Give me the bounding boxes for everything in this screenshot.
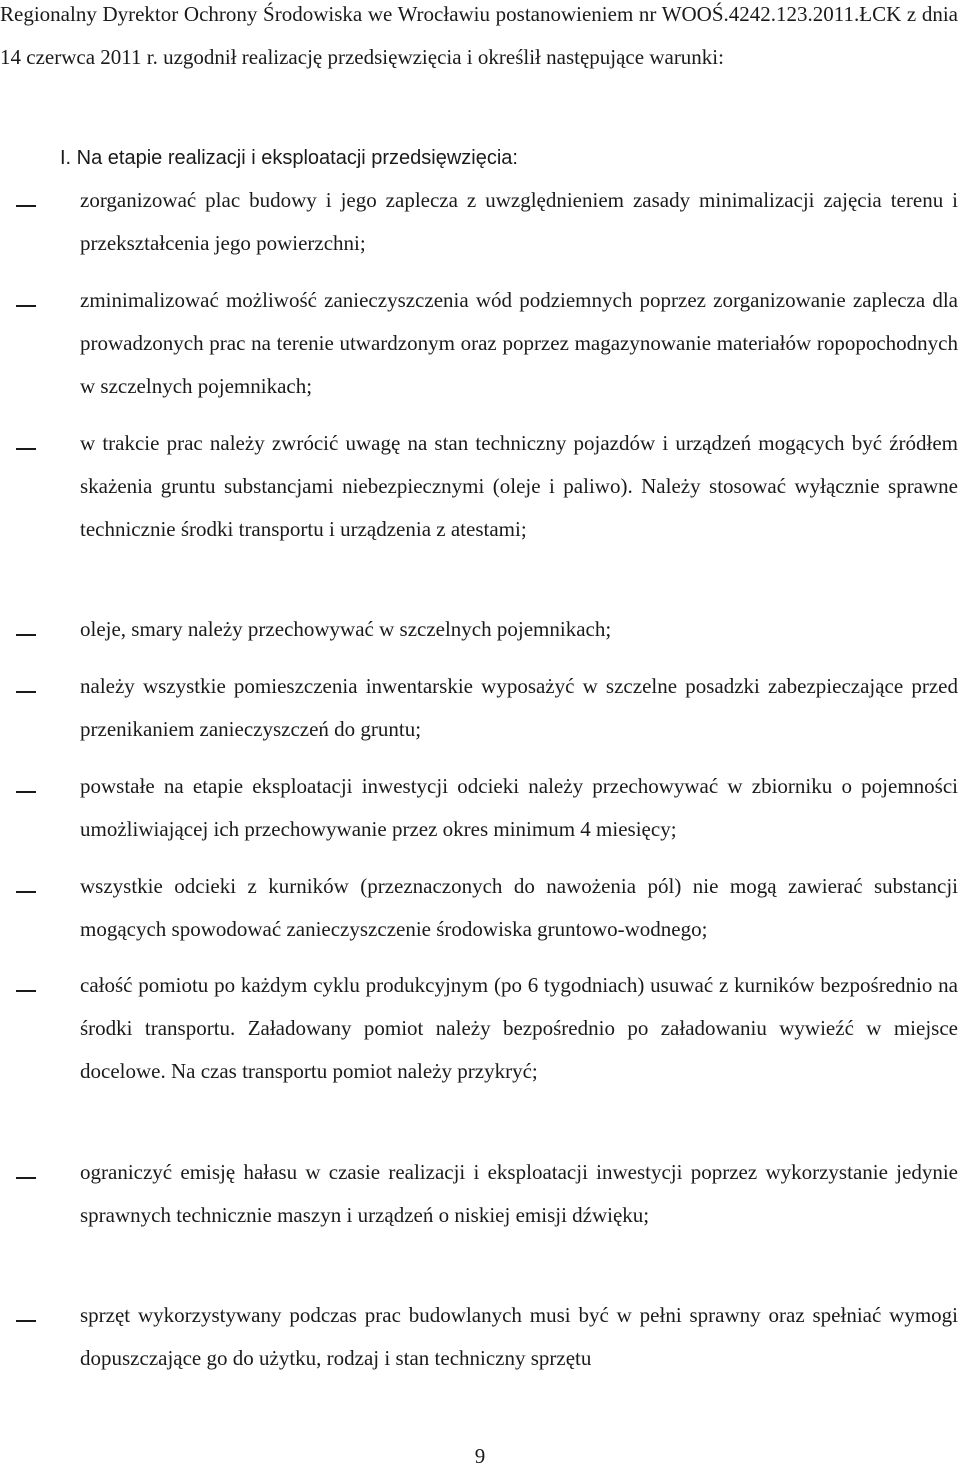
list-item xyxy=(0,279,958,408)
list-item-text: oleje, smary należy przechowywać w szczelnych pojemnikach; xyxy=(80,617,612,641)
dash-bullet-icon xyxy=(16,891,36,893)
list-item-text: całość pomiotu po każdym cyklu produkcyjnym (po 6 tygodniach) usuwać z kurników bezpośrednio na środki transportu. Załadowany pomiot należy bezpośrednio po załadowaniu wywieźć w miejsce docelowe. Na czas transportu pomiot należy przykryć; xyxy=(80,973,958,1083)
list-item-text: powstałe na etapie eksploatacji inwestycji odcieki należy przechowywać w zbiorniku o pojemności umożliwiającej ich przechowywanie przez okres minimum 4 miesięcy; xyxy=(80,774,958,841)
list-item xyxy=(0,964,958,1093)
list-item xyxy=(0,665,958,751)
list-item xyxy=(0,1294,958,1380)
list-item-text: zorganizować plac budowy i jego zaplecza z uwzględnieniem zasady minimalizacji zajęcia terenu i przekształcenia jego powierzchni; xyxy=(80,188,958,255)
dash-bullet-icon xyxy=(16,1177,36,1179)
list-item-text: należy wszystkie pomieszczenia inwentarskie wyposażyć w szczelne posadzki zabezpieczające przed przenikaniem zanieczyszczeń do gruntu; xyxy=(80,674,958,741)
intro-paragraph: Regionalny Dyrektor Ochrony Środowiska we Wrocławiu postanowieniem nr WOOŚ.4242.123.2011.ŁCK z dnia 14 czerwca 2011 r. uzgodnił realizację przedsięwzięcia i określił następujące warunki: xyxy=(0,2,958,69)
dash-bullet-icon xyxy=(16,205,36,207)
dash-bullet-icon xyxy=(16,691,36,693)
dash-bullet-icon xyxy=(16,634,36,636)
list-item-text: ograniczyć emisję hałasu w czasie realizacji i eksploatacji inwestycji poprzez wykorzystanie jedynie sprawnych technicznie maszyn i urządzeń o niskiej emisji dźwięku; xyxy=(80,1160,958,1227)
list-item xyxy=(0,608,958,651)
list-item xyxy=(0,765,958,851)
page-number: 9 xyxy=(474,1444,486,1468)
dash-bullet-icon xyxy=(16,791,36,793)
dash-bullet-icon xyxy=(16,990,36,992)
list-item xyxy=(0,1151,958,1237)
list-item xyxy=(0,179,958,265)
dash-bullet-icon xyxy=(16,448,36,450)
section-heading: I. Na etapie realizacji i eksploatacji przedsięwzięcia: xyxy=(60,147,518,169)
list-item-text: sprzęt wykorzystywany podczas prac budowlanych musi być w pełni sprawny oraz spełniać wymogi dopuszczające go do użytku, rodzaj i stan techniczny sprzętu xyxy=(80,1303,958,1370)
list-item xyxy=(0,865,958,951)
dash-bullet-icon xyxy=(16,305,36,307)
list-item xyxy=(0,422,958,551)
list-item-text: zminimalizować możliwość zanieczyszczenia wód podziemnych poprzez zorganizowanie zaplecza dla prowadzonych prac na terenie utwardzonym oraz poprzez magazynowanie materiałów ropopochodnych w szczelnych pojemnikach; xyxy=(80,288,958,398)
list-item-text: wszystkie odcieki z kurników (przeznaczonych do nawożenia pól) nie mogą zawierać substancji mogących spowodować zanieczyszczenie środowiska gruntowo-wodnego; xyxy=(80,874,958,941)
dash-bullet-icon xyxy=(16,1320,36,1322)
list-item-text: w trakcie prac należy zwrócić uwagę na stan techniczny pojazdów i urządzeń mogących być źródłem skażenia gruntu substancjami niebezpiecznymi (oleje i paliwo). Należy stosować wyłącznie sprawne technicznie środki transportu i urządzenia z atestami; xyxy=(80,431,958,541)
